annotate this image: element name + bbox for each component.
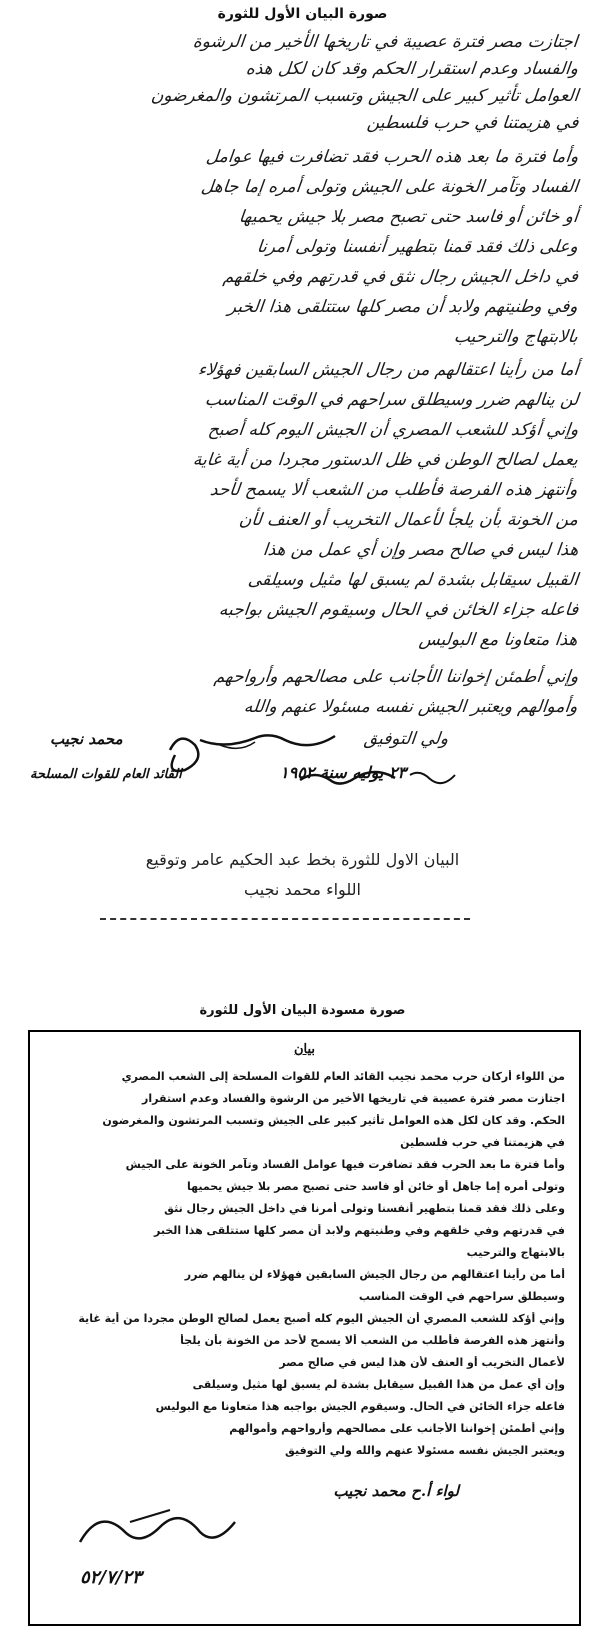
draft-line: بالابتهاج والترحيب	[466, 1246, 565, 1259]
manuscript-line: القبيل سيقابل بشدة لم يسبق لها مثيل وسيلقى	[246, 570, 580, 590]
draft-line: وإن أي عمل من هذا القبيل سيقابل بشدة لم يسبق لها مثيل وسيلقى	[192, 1378, 565, 1391]
draft-line: وسيطلق سراحهم في الوقت المناسب	[358, 1290, 565, 1303]
manuscript-line: هذا ليس في صالح مصر وإن أي عمل من هذا	[261, 540, 580, 560]
manuscript-line: وإني أطمئن إخواننا الأجانب على مصالحهم وأرواحهم	[212, 667, 580, 687]
draft-date: ٥٢/٧/٢٣	[80, 1567, 142, 1588]
manuscript-line: وإني أؤكد للشعب المصري أن الجيش اليوم كله أصبح	[206, 420, 580, 440]
manuscript-line: وفي وطنيتهم ولابد أن مصر كلها ستتلقى هذا الخبر	[227, 297, 580, 317]
signatory-title: القائد العام للقوات المسلحة	[30, 767, 182, 782]
manuscript-line: في هزيمتنا في حرب فلسطين	[365, 113, 580, 133]
signature-name: محمد نجيب	[50, 730, 123, 748]
draft-line: وتولى أمره إما جاهل أو خائن أو فاسد حتى تصبح مصر بلا جيش يحميها	[186, 1180, 565, 1193]
manuscript-line: اجتازت مصر فترة عصيبة في تاريخها الأخير من الرشوة	[192, 32, 580, 52]
draft-line: وأنتهز هذه الفرصة فأطلب من الشعب ألا يسمح لأحد من الخونة بأن يلجأ	[180, 1334, 565, 1347]
handwritten-manuscript	[8, 32, 598, 827]
draft-line: في هزيمتنا في حرب فلسطين	[400, 1136, 565, 1149]
draft-line: من اللواء أركان حرب محمد نجيب القائد العام للقوات المسلحة إلى الشعب المصري	[121, 1070, 565, 1083]
draft-line: اجتازت مصر فترة عصيبة في تاريخها الأخير من الرشوة والفساد وعدم استقرار	[142, 1092, 565, 1105]
manuscript-line: فاعله جزاء الخائن في الحال وسيقوم الجيش بواجبه	[217, 600, 580, 620]
manuscript-line: بالابتهاج والترحيب	[453, 327, 580, 347]
manuscript-line: أما من رأينا اعتقالهم من رجال الجيش السابقين فهؤلاء	[196, 360, 580, 380]
draft-caption: صورة مسودة البيان الأول للثورة	[199, 1003, 406, 1018]
manuscript-line: وأما فترة ما بعد هذه الحرب فقد تضافرت فيها عوامل	[204, 147, 580, 167]
manuscript-line: أو خائن أو فاسد حتى تصبح مصر بلا جيش يحميها	[238, 207, 580, 227]
manuscript-line: العوامل تأثير كبير على الجيش وتسبب المرتشون والمغرضون	[149, 86, 580, 106]
draft-title: بيان	[293, 1042, 316, 1057]
draft-document	[28, 1030, 581, 1626]
manuscript-line: في داخل الجيش رجال نثق في قدرتهم وفي خلقهم	[221, 267, 580, 287]
caption-line-2: اللواء محمد نجيب	[244, 880, 361, 899]
manuscript-caption	[0, 845, 605, 905]
manuscript-line: وأنتهز هذه الفرصة فأطلب من الشعب ألا يسمح لأحد	[209, 480, 580, 500]
draft-line: أما من رأينا اعتقالهم من رجال الجيش السابقين فهؤلاء لن ينالهم ضرر	[184, 1268, 565, 1281]
draft-line: وأما فترة ما بعد الحرب فقد تضافرت فيها عوامل الفساد وتآمر الخونة على الجيش	[125, 1158, 565, 1171]
draft-line: لأعمال التخريب أو العنف لأن هذا ليس في صالح مصر	[279, 1356, 565, 1369]
top-caption: صورة البيان الأول للثورة	[217, 6, 388, 22]
manuscript-line: يعمل لصالح الوطن في ظل الدستور مجردا من أية غاية	[192, 450, 580, 470]
manuscript-line: من الخونة بأن يلجأ لأعمال التخريب أو العنف لأن	[237, 510, 580, 530]
manuscript-line: لن ينالهم ضرر وسيطلق سراحهم في الوقت المناسب	[203, 390, 580, 410]
draft-signature: لواء أ.ح محمد نجيب	[333, 1482, 459, 1500]
manuscript-line: وعلى ذلك فقد قمنا بتطهير أنفسنا وتولى أمرنا	[256, 237, 580, 257]
dashed-separator	[100, 918, 470, 920]
manuscript-date: ٢٣ يوليه سنة ١٩٥٢	[280, 763, 407, 782]
manuscript-line: ولي التوفيق	[362, 729, 450, 749]
draft-line: وإني أؤكد للشعب المصري أن الجيش اليوم كله أصبح يعمل لصالح الوطن مجردا من أية غاية	[78, 1312, 565, 1325]
draft-signature-scribble	[70, 1502, 330, 1562]
manuscript-line: الفساد وتآمر الخونة على الجيش وتولى أمره إما جاهل	[199, 177, 580, 197]
draft-line: الحكم. وقد كان لكل هذه العوامل تأثير كبير على الجيش وتسبب المرتشون والمغرضون	[102, 1114, 565, 1127]
draft-line: وعلى ذلك فقد قمنا بتطهير أنفسنا وتولى أمرنا في داخل الجيش رجال نثق	[164, 1202, 565, 1215]
draft-line: فاعله جزاء الخائن في الحال. وسيقوم الجيش بواجبه هذا متعاونا مع البوليس	[155, 1400, 565, 1413]
draft-line: ويعتبر الجيش نفسه مسئولا عنهم والله ولي التوفيق	[285, 1444, 565, 1457]
draft-line: وإني أطمئن إخواننا الأجانب على مصالحهم وأرواحهم وأموالهم	[229, 1422, 565, 1435]
caption-line-1: البيان الاول للثورة بخط عبد الحكيم عامر وتوقيع	[145, 850, 460, 869]
manuscript-line: هذا متعاونا مع البوليس	[418, 630, 580, 650]
draft-line: في قدرتهم وفي خلقهم وفي وطنيتهم ولابد أن مصر كلها ستتلقى هذا الخبر	[153, 1224, 565, 1237]
manuscript-line: والفساد وعدم استقرار الحكم وقد كان لكل هذه	[244, 59, 580, 79]
manuscript-signature-area	[20, 725, 580, 835]
manuscript-line: وأموالهم ويعتبر الجيش نفسه مسئولا عنهم والله	[243, 697, 580, 717]
